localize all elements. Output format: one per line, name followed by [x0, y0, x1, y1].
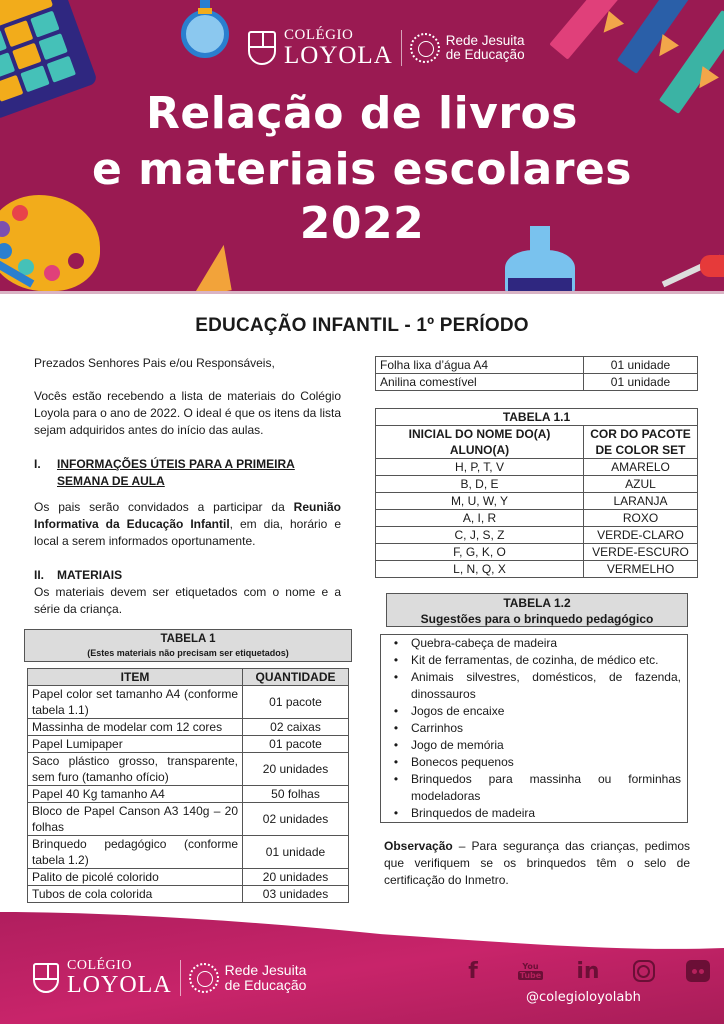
- table-header-row: [376, 426, 698, 459]
- quantity-cell: 01 pacote: [243, 686, 349, 719]
- logo-rede-line1: Rede Jesuita: [445, 32, 525, 48]
- item-cell: Papel color set tamanho A4 (conforme tabela 1.1): [28, 686, 243, 719]
- list-item: • Bonecos pequenos: [381, 754, 681, 771]
- item-cell: Massinha de modelar com 12 cores: [28, 719, 243, 736]
- color-cell: AMARELO: [584, 459, 698, 476]
- color-cell: VERDE-CLARO: [584, 527, 698, 544]
- intro-paragraph: Vocês estão recebendo a lista de materiais do Colégio Loyola para o ano de 2022. O ideal é que os itens da lista sejam adquiridos antes do início das aulas.: [34, 389, 341, 437]
- table12-title: TABELA 1.2: [503, 596, 571, 610]
- item-cell: Papel Lumipaper: [28, 736, 243, 753]
- logo-loyola-label: LOYOLA: [284, 42, 393, 69]
- item-cell: Palito de picolé colorido: [28, 869, 243, 886]
- initials-cell: L, N, Q, X: [376, 561, 584, 578]
- color-set-table: [375, 408, 698, 578]
- table-row: [376, 561, 698, 578]
- list-item: • Brinquedos para massinha ou forminhas modeladoras: [381, 771, 681, 805]
- bullet-icon: •: [393, 806, 399, 820]
- bullet-icon: •: [393, 670, 399, 684]
- greeting: Prezados Senhores Pais e/ou Responsáveis,: [34, 356, 275, 370]
- table-row: [376, 476, 698, 493]
- banner-title-line1: Relação de livros: [146, 88, 578, 139]
- logo-rede-line2: de Educação: [445, 47, 525, 62]
- banner-title-year: 2022: [299, 198, 425, 249]
- color-cell: AZUL: [584, 476, 698, 493]
- item-cell: Bloco de Papel Canson A3 140g – 20 folhas: [28, 803, 243, 836]
- list-item: • Animais silvestres, domésticos, de fazenda, dinossauros: [381, 669, 681, 703]
- section-1-number: I.: [34, 457, 41, 471]
- table-row: [376, 544, 698, 561]
- table-row: [28, 869, 349, 886]
- initials-cell: M, U, W, Y: [376, 493, 584, 510]
- jesuit-seal-icon: [189, 963, 219, 993]
- item-cell: Anilina comestível: [376, 374, 584, 391]
- quantity-cell: 01 unidade: [584, 357, 698, 374]
- social-handle: @colegioloyolabh: [526, 990, 641, 1005]
- footer-logo-rede-line1: Rede Jesuita: [224, 962, 307, 979]
- school-crest-icon: [33, 963, 59, 993]
- list-item: • Jogos de encaixe: [381, 703, 681, 720]
- table12-subtitle: Sugestões para o brinquedo pedagógico: [420, 612, 654, 626]
- header-banner: [0, 0, 724, 293]
- list-item: • Brinquedos de madeira: [381, 805, 681, 822]
- logo-colegio-label: COLÉGIO: [284, 27, 354, 43]
- column-header-initials: INICIAL DO NOME DO(A) ALUNO(A): [376, 426, 584, 459]
- color-cell: LARANJA: [584, 493, 698, 510]
- table-caption-row: [376, 409, 698, 426]
- meeting-name: Reunião Informativa da Educação Infantil: [34, 500, 341, 531]
- list-item: • Quebra-cabeça de madeira: [381, 635, 681, 652]
- table-header-row: [28, 669, 349, 686]
- section-1-title: INFORMAÇÕES ÚTEIS PARA A PRIMEIRA SEMANA DE AULA: [57, 457, 295, 488]
- bullet-icon: •: [393, 755, 399, 769]
- left-column: [34, 355, 341, 618]
- header-logo: [248, 26, 525, 70]
- materials-table-continuation: [375, 356, 698, 391]
- table-row: [28, 836, 349, 869]
- bullet-icon: •: [393, 738, 399, 752]
- school-crest-icon: [248, 31, 276, 65]
- materials-table: [27, 668, 349, 903]
- observation-text: – Para segurança das crianças, pedimos que verifiquem se os brinquedos têm o selo de certificação do Inmetro.: [384, 839, 690, 887]
- color-cell: VERDE-ESCURO: [584, 544, 698, 561]
- linkedin-icon[interactable]: in: [576, 958, 600, 984]
- quantity-cell: 20 unidades: [243, 869, 349, 886]
- table-row: [28, 803, 349, 836]
- instagram-icon[interactable]: [633, 960, 655, 982]
- section-2-text: Os materiais devem ser etiquetados com o nome e a série da criança.: [34, 585, 341, 616]
- item-cell: Folha lixa d’água A4: [376, 357, 584, 374]
- bullet-icon: •: [393, 772, 399, 786]
- color-cell: ROXO: [584, 510, 698, 527]
- section-2-title: MATERIAIS: [57, 568, 123, 582]
- table-row: [376, 493, 698, 510]
- column-header-quantity: QUANTIDADE: [243, 669, 349, 686]
- bullet-icon: •: [393, 704, 399, 718]
- observation-note: [384, 838, 690, 889]
- initials-cell: A, I, R: [376, 510, 584, 527]
- social-links: [460, 958, 710, 984]
- observation-label: Observação: [384, 839, 453, 853]
- quantity-cell: 01 pacote: [243, 736, 349, 753]
- item-cell: Papel 40 Kg tamanho A4: [28, 786, 243, 803]
- quantity-cell: 02 caixas: [243, 719, 349, 736]
- table12-caption: [386, 593, 688, 627]
- list-item: • Kit de ferramentas, de cozinha, de médico etc.: [381, 652, 681, 669]
- quantity-cell: 03 unidades: [243, 886, 349, 903]
- table-row: [376, 374, 698, 391]
- banner-title-line2: e materiais escolares: [92, 144, 632, 195]
- list-item: • Carrinhos: [381, 720, 681, 737]
- table-row: [28, 786, 349, 803]
- footer-logo-loyola-label: LOYOLA: [67, 972, 172, 998]
- table-row: [28, 736, 349, 753]
- jesuit-seal-icon: [410, 33, 440, 63]
- item-cell: Tubos de cola colorida: [28, 886, 243, 903]
- table-row: [28, 719, 349, 736]
- column-header-color: COR DO PACOTE DE COLOR SET: [584, 426, 698, 459]
- bullet-icon: •: [393, 653, 399, 667]
- quantity-cell: 50 folhas: [243, 786, 349, 803]
- table-row: [376, 459, 698, 476]
- bullet-icon: •: [393, 721, 399, 735]
- initials-cell: B, D, E: [376, 476, 584, 493]
- initials-cell: H, P, T, V: [376, 459, 584, 476]
- quantity-cell: 20 unidades: [243, 753, 349, 786]
- quantity-cell: 01 unidade: [243, 836, 349, 869]
- logo-divider: [401, 30, 402, 66]
- page-title: EDUCAÇÃO INFANTIL - 1º PERÍODO: [195, 315, 529, 336]
- section-2-heading: [34, 567, 341, 584]
- section-1-text: Os pais serão convidados a participar da Reunião Informativa da Educação Infantil, em dia, horário e local a serem informados oportunamente.: [34, 500, 341, 548]
- footer-logo: [33, 958, 306, 998]
- youtube-icon[interactable]: You Tube: [519, 962, 542, 980]
- initials-cell: C, J, S, Z: [376, 527, 584, 544]
- logo-divider: [180, 960, 181, 996]
- color-cell: VERMELHO: [584, 561, 698, 578]
- table1-caption: [24, 629, 352, 662]
- table11-title: TABELA 1.1: [376, 409, 698, 426]
- table-row: [376, 510, 698, 527]
- item-cell: Brinquedo pedagógico (conforme tabela 1.2): [28, 836, 243, 869]
- column-header-item: ITEM: [28, 669, 243, 686]
- banner-divider: [0, 291, 724, 294]
- magnifier-illustration: [181, 10, 229, 58]
- table1-subtitle: (Estes materiais não precisam ser etiquetados): [87, 648, 289, 658]
- triangle-ruler-illustration: [184, 245, 231, 293]
- footer-logo-colegio-label: COLÉGIO: [67, 958, 132, 973]
- initials-cell: F, G, K, O: [376, 544, 584, 561]
- quantity-cell: 01 unidade: [584, 374, 698, 391]
- section-2-number: II.: [34, 568, 45, 582]
- table-row: [28, 686, 349, 719]
- item-cell: Saco plástico grosso, transparente, sem furo (tamanho ofício): [28, 753, 243, 786]
- table1-title: TABELA 1: [160, 633, 216, 645]
- toy-suggestions-list: [380, 634, 688, 823]
- list-item: • Jogo de memória: [381, 737, 681, 754]
- facebook-icon[interactable]: f: [468, 958, 478, 984]
- table-row: [28, 886, 349, 903]
- flickr-icon[interactable]: [686, 960, 710, 982]
- table-row: [376, 527, 698, 544]
- footer-logo-rede-line2: de Educação: [224, 977, 307, 993]
- quantity-cell: 02 unidades: [243, 803, 349, 836]
- table-row: [28, 753, 349, 786]
- bullet-icon: •: [393, 636, 399, 650]
- section-1-heading: [34, 456, 341, 490]
- table-row: [376, 357, 698, 374]
